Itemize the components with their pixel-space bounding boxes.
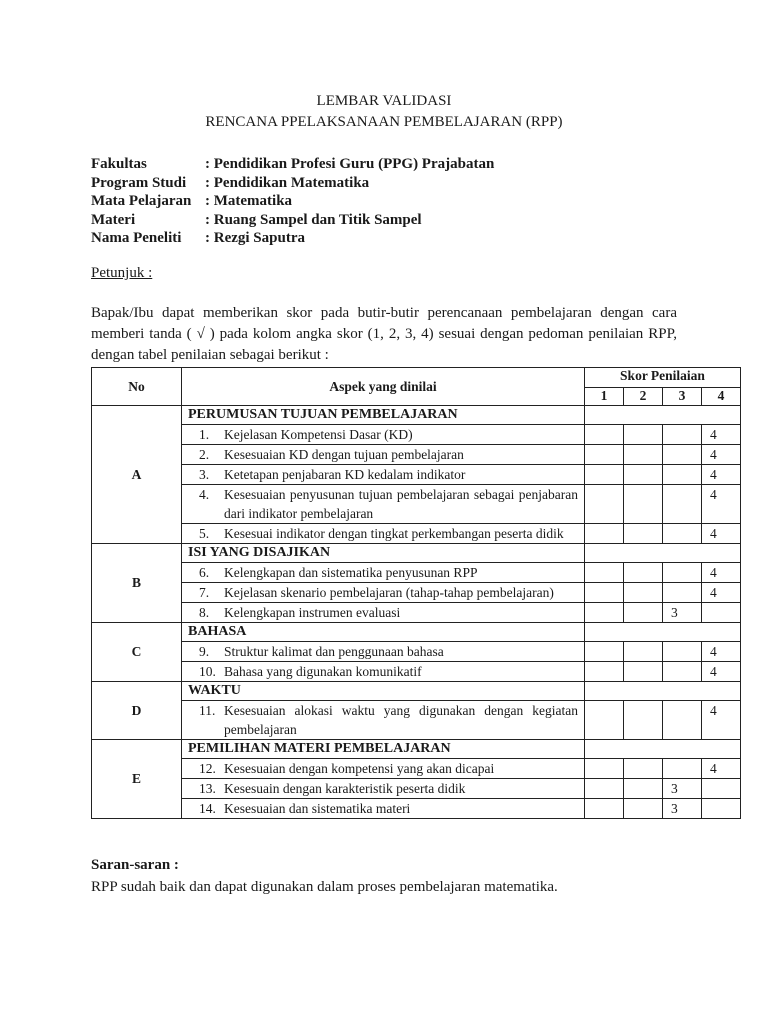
aspect-cell [182,524,585,544]
score-cell-3[interactable]: 3 [663,779,702,799]
header-skor: Skor Penilaian [585,368,741,388]
item-text: Kejelasan skenario pembelajaran (tahap-tahap pembelajaran) [224,585,554,600]
score-cell-1[interactable] [585,642,624,662]
section-row [92,740,741,759]
info-row [91,174,494,193]
score-cell-4[interactable]: 4 [702,563,741,583]
group-letter: A [92,406,182,544]
info-label: Program Studi [91,174,187,191]
item-text: Kesesuai indikator dengan tingkat perkembangan peserta didik [224,526,564,541]
score-cell-1[interactable] [585,524,624,544]
section-heading: ISI YANG DISAJIKAN [182,544,585,563]
aspect-cell [182,662,585,682]
item-text: Kesesuaian penyusunan tujuan pembelajaran sebagai penjabaran dari indikator pembelajaran [224,487,578,521]
item-number: 8. [199,605,210,620]
item-number: 1. [199,427,210,442]
item-text: Kelengkapan instrumen evaluasi [224,605,401,620]
assessment-table-body [92,368,741,819]
section-heading: PEMILIHAN MATERI PEMBELAJARAN [182,740,585,759]
score-cell-4[interactable]: 4 [702,642,741,662]
score-cell-2[interactable] [624,642,663,662]
header-score-3: 3 [663,388,702,406]
score-cell-4[interactable]: 4 [702,524,741,544]
score-cell-2[interactable] [624,662,663,682]
score-cell-3[interactable]: 3 [663,799,702,819]
item-number: 12. [199,761,216,776]
score-cell-4[interactable] [702,603,741,623]
instructions-heading: Petunjuk : [91,265,153,281]
info-label: Mata Pelajaran [91,193,192,209]
score-cell-2[interactable] [624,603,663,623]
info-row [91,229,494,248]
score-cell-4[interactable] [702,799,741,819]
score-cell-4[interactable]: 4 [702,425,741,445]
section-score-blank [585,406,741,425]
item-text: Kesesuaian alokasi waktu yang digunakan dengan kegiatan pembelajaran [224,703,578,737]
score-cell-1[interactable] [585,583,624,603]
score-cell-2[interactable] [624,445,663,465]
item-text: Kejelasan Kompetensi Dasar (KD) [224,427,413,442]
table-row [92,583,741,603]
section-row [92,544,741,563]
score-cell-1[interactable] [585,603,624,623]
score-cell-2[interactable] [624,759,663,779]
aspect-cell [182,465,585,485]
section-row [92,406,741,425]
score-cell-3[interactable] [663,662,702,682]
document-title: LEMBAR VALIDASI [316,93,452,109]
table-row [92,425,741,445]
score-cell-1[interactable] [585,465,624,485]
score-cell-3[interactable] [663,524,702,544]
table-row [92,485,741,524]
section-heading: BAHASA [182,623,585,642]
item-number: 3. [199,467,210,482]
section-score-blank [585,740,741,759]
table-row [92,603,741,623]
item-number: 2. [199,447,210,462]
score-cell-1[interactable] [585,563,624,583]
aspect-cell [182,701,585,740]
section-heading: WAKTU [182,682,585,701]
score-cell-3[interactable] [663,485,702,524]
score-cell-1[interactable] [585,445,624,465]
score-cell-2[interactable] [624,465,663,485]
table-row [92,563,741,583]
aspect-cell [182,799,585,819]
score-cell-2[interactable] [624,485,663,524]
score-cell-3[interactable] [663,583,702,603]
aspect-cell [182,779,585,799]
group-letter: B [92,544,182,623]
item-text: Kesesuaian dengan kompetensi yang akan dicapai [224,761,495,776]
header-score-1: 1 [585,388,624,406]
header-score-2: 2 [624,388,663,406]
score-cell-2[interactable] [624,583,663,603]
info-value: : Matematika [205,193,293,209]
info-label: Materi [91,211,136,228]
item-text: Ketetapan penjabaran KD kedalam indikator [224,467,466,482]
score-cell-1[interactable] [585,779,624,799]
group-letter: D [92,682,182,740]
score-cell-2[interactable] [624,524,663,544]
table-header-row [92,368,741,388]
score-cell-4[interactable]: 4 [702,465,741,485]
assessment-table [91,367,741,819]
info-value: : Pendidikan Profesi Guru (PPG) Prajabatan [205,156,495,172]
info-value: : Rezgi Saputra [205,230,305,246]
score-cell-4[interactable] [702,779,741,799]
score-cell-1[interactable] [585,485,624,524]
instructions-paragraph: Bapak/Ibu dapat memberikan skor pada butir-butir perencanaan pembelajaran dengan cara memberi tanda ( √ ) pada kolom angka skor (1, 2, 3, 4) sesuai dengan pedoman penilaian RPP, dengan tabel penilaian sebagai berikut : [91,305,677,363]
item-number: 7. [199,585,210,600]
aspect-cell [182,759,585,779]
header-score-4: 4 [702,388,741,406]
section-row [92,682,741,701]
suggestions-text: RPP sudah baik dan dapat digunakan dalam proses pembelajaran matematika. [91,879,558,895]
score-cell-4[interactable]: 4 [702,759,741,779]
score-cell-2[interactable] [624,563,663,583]
table-row [92,465,741,485]
score-cell-2[interactable] [624,701,663,740]
aspect-cell [182,642,585,662]
table-row [92,445,741,465]
info-value: : Ruang Sampel dan Titik Sampel [205,211,422,228]
info-row [91,192,494,211]
item-number: 10. [199,664,216,679]
section-heading: PERUMUSAN TUJUAN PEMBELAJARAN [182,406,585,425]
aspect-cell [182,603,585,623]
aspect-cell [182,425,585,445]
document-subtitle: RENCANA PPELAKSANAAN PEMBELAJARAN (RPP) [205,114,563,130]
info-row [91,155,494,174]
score-cell-4[interactable]: 4 [702,445,741,465]
score-cell-2[interactable] [624,425,663,445]
item-text: Kesesuaian KD dengan tujuan pembelajaran [224,447,464,462]
score-cell-2[interactable] [624,799,663,819]
header-aspek: Aspek yang dinilai [182,368,585,406]
info-label: Fakultas [91,156,147,172]
score-cell-3[interactable] [663,465,702,485]
item-number: 9. [199,644,210,659]
score-cell-3[interactable] [663,563,702,583]
score-cell-1[interactable] [585,701,624,740]
section-score-blank [585,544,741,563]
item-text: Kesesuaian dan sistematika materi [224,801,411,816]
score-cell-4[interactable]: 4 [702,662,741,682]
item-number: 11. [199,703,216,718]
score-cell-3[interactable] [663,759,702,779]
info-row [91,211,494,230]
aspect-cell [182,583,585,603]
info-value: : Pendidikan Matematika [205,174,370,191]
score-cell-3[interactable] [663,642,702,662]
table-row [92,759,741,779]
score-cell-1[interactable] [585,425,624,445]
section-row [92,623,741,642]
score-cell-4[interactable]: 4 [702,485,741,524]
score-cell-1[interactable] [585,799,624,819]
table-row [92,524,741,544]
section-score-blank [585,623,741,642]
item-number: 13. [199,781,216,796]
score-cell-1[interactable] [585,662,624,682]
score-cell-3[interactable] [663,425,702,445]
score-cell-3[interactable] [663,445,702,465]
section-score-blank [585,682,741,701]
score-cell-3[interactable]: 3 [663,603,702,623]
aspect-cell [182,563,585,583]
item-number: 4. [199,487,210,502]
suggestions-heading: Saran-saran : [91,857,179,873]
score-cell-3[interactable] [663,701,702,740]
item-text: Kelengkapan dan sistematika penyusunan RPP [224,565,478,580]
info-label: Nama Peneliti [91,230,182,246]
item-text: Bahasa yang digunakan komunikatif [224,664,422,679]
item-text: Struktur kalimat dan penggunaan bahasa [224,644,444,659]
table-row [92,642,741,662]
aspect-cell [182,485,585,524]
item-number: 14. [199,801,216,816]
item-number: 6. [199,565,210,580]
score-cell-4[interactable]: 4 [702,701,741,740]
score-cell-1[interactable] [585,759,624,779]
identity-block [91,155,494,248]
table-row [92,799,741,819]
item-number: 5. [199,526,210,541]
table-row [92,779,741,799]
score-cell-4[interactable]: 4 [702,583,741,603]
aspect-cell [182,445,585,465]
header-no: No [92,368,182,406]
score-cell-2[interactable] [624,779,663,799]
item-text: Kesesuain dengan karakteristik peserta didik [224,781,466,796]
table-row [92,701,741,740]
group-letter: C [92,623,182,682]
group-letter: E [92,740,182,819]
table-row [92,662,741,682]
